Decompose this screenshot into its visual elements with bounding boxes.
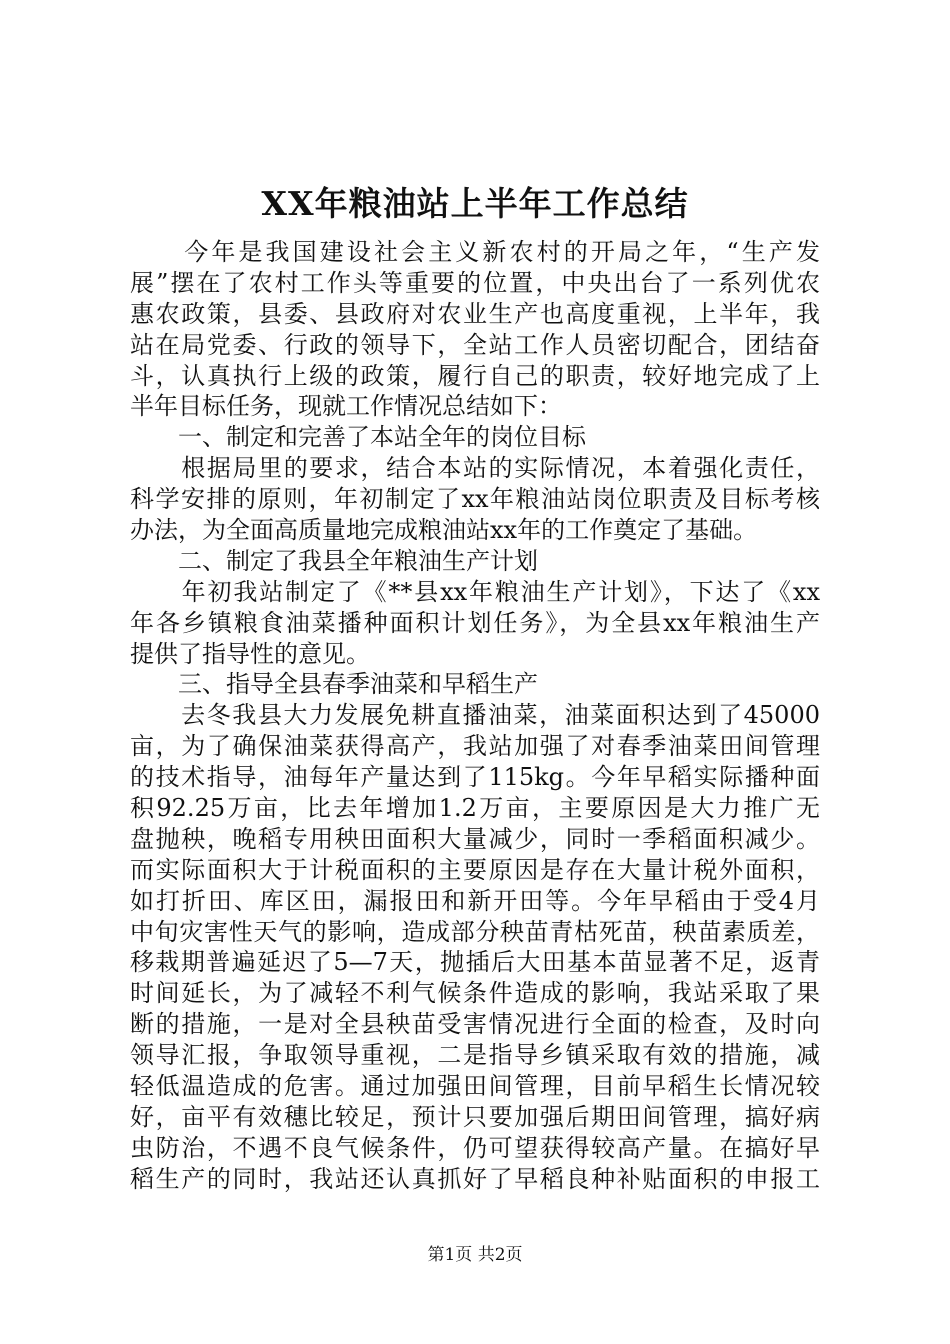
body-line: 半年目标任务，现就工作情况总结如下： [130, 392, 562, 421]
section-heading-line: 二、制定了我县全年粮油生产计划 [130, 546, 538, 575]
document-body [130, 237, 820, 1195]
body-line: 去冬我县大力发展免耕直播油菜，油菜面积达到了45000 [130, 701, 820, 730]
body-line: 站在局党委、行政的领导下，全站工作人员密切配合，团结奋 [130, 330, 820, 359]
body-line: 年各乡镇粮食油菜播种面积计划任务》，为全县xx年粮油生产 [130, 608, 820, 637]
body-line: 移栽期普遍延迟了5—7天，抛插后大田基本苗显著不足，返青 [130, 948, 820, 977]
body-line: 年初我站制定了《**县xx年粮油生产计划》，下达了《xx [130, 577, 820, 606]
body-line: 好，亩平有效穗比较足，预计只要加强后期田间管理，搞好病 [130, 1102, 820, 1131]
body-line: 中旬灾害性天气的影响，造成部分秧苗青枯死苗，秧苗素质差， [130, 917, 820, 946]
body-line: 稻生产的同时，我站还认真抓好了早稻良种补贴面积的申报工 [130, 1164, 820, 1193]
body-line: 如打折田、库区田，漏报田和新开田等。今年早稻由于受4月 [130, 886, 820, 915]
page-footer: 第1页 共2页 [427, 1245, 523, 1265]
body-line: 惠农政策，县委、县政府对农业生产也高度重视，上半年，我 [130, 299, 820, 328]
section-heading-line: 三、指导全县春季油菜和早稻生产 [130, 670, 538, 699]
body-line: 展”摆在了农村工作头等重要的位置，中央出台了一系列优农 [130, 268, 820, 297]
body-line: 提供了指导性的意见。 [130, 639, 370, 668]
body-line: 的技术指导，油每年产量达到了115kg。今年早稻实际播种面 [130, 763, 820, 792]
document-title: XX年粮油站上半年工作总结 [261, 184, 689, 223]
body-line: 今年是我国建设社会主义新农村的开局之年，“生产发 [130, 238, 820, 266]
section-heading-line: 一、制定和完善了本站全年的岗位目标 [130, 423, 586, 452]
body-line: 办法，为全面高质量地完成粮油站xx年的工作奠定了基础。 [130, 516, 758, 545]
body-line: 亩，为了确保油菜获得高产，我站加强了对春季油菜田间管理 [130, 732, 820, 761]
body-line: 积92.25万亩，比去年增加1.2万亩，主要原因是大力推广无 [130, 794, 820, 823]
body-line: 时间延长，为了减轻不利气候条件造成的影响，我站采取了果 [130, 979, 820, 1008]
body-line: 根据局里的要求，结合本站的实际情况，本着强化责任， [130, 454, 820, 483]
body-line: 断的措施，一是对全县秧苗受害情况进行全面的检查，及时向 [130, 1010, 820, 1039]
body-line: 轻低温造成的危害。通过加强田间管理，目前早稻生长情况较 [130, 1072, 820, 1101]
body-line: 斗，认真执行上级的政策，履行自己的职责，较好地完成了上 [130, 361, 820, 390]
body-line: 盘抛秧，晚稻专用秧田面积大量减少，同时一季稻面积减少。 [130, 824, 820, 853]
body-line: 而实际面积大于计税面积的主要原因是存在大量计税外面积， [130, 855, 820, 884]
body-line: 虫防治，不遇不良气候条件，仍可望获得较高产量。在搞好早 [130, 1133, 820, 1162]
body-line: 科学安排的原则，年初制定了xx年粮油站岗位职责及目标考核 [130, 485, 820, 514]
body-line: 领导汇报，争取领导重视，二是指导乡镇采取有效的措施，减 [130, 1041, 820, 1070]
